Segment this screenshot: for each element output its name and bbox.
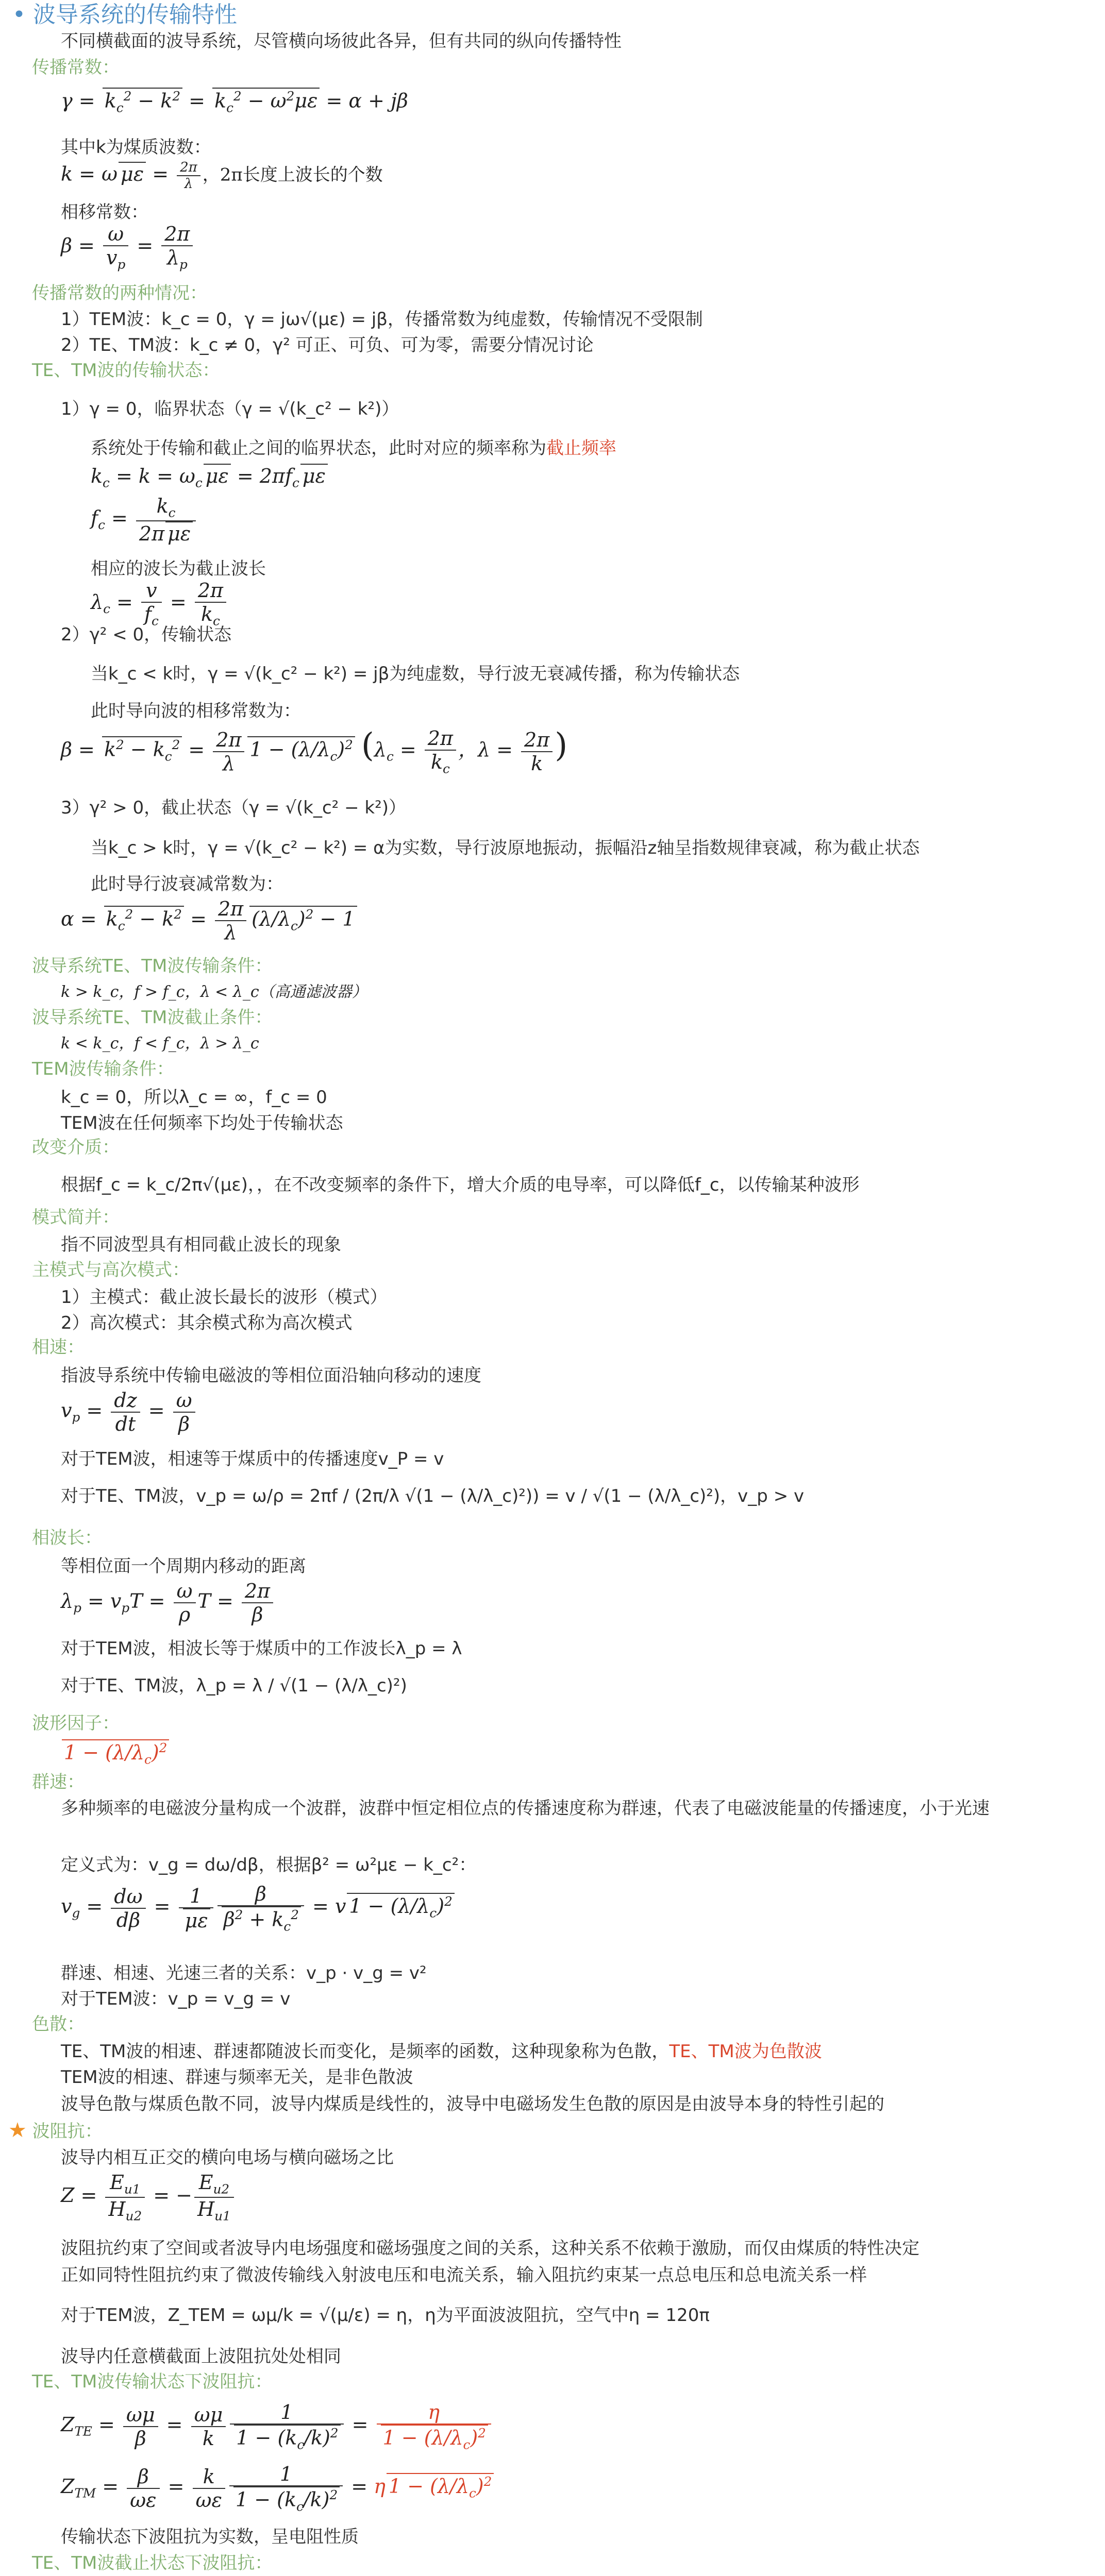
heading-cutoff-impedance: TE、TM波截止状态下波阻抗： xyxy=(32,2553,273,2573)
impedance-meaning-1: 波阻抗约束了空间或者波导内电场强度和磁场强度之间的关系，这种关系不依赖于激励，而仅由煤质的特性决定 xyxy=(61,2238,919,2259)
vp-te-tm-text: 对于TE、TM波，v_p = ω/ρ = 2πf / (2π/λ √(1 − (λ/λ_c)²)) = v / √(1 − (λ/λ_c)²)，v_p > v xyxy=(61,1486,805,1506)
heading-dispersion: 色散： xyxy=(32,2014,85,2035)
section-title xyxy=(12,1,1100,29)
heading-waveform-factor: 波形因子： xyxy=(32,1713,120,1734)
tem-velocity-text: 对于TEM波：v_p = v_g = v xyxy=(61,1989,291,2009)
velocity-relation-text: 群速、相速、光速三者的关系：v_p · v_g = v² xyxy=(61,1963,427,1984)
heading-mode-degeneracy: 模式简并： xyxy=(32,1207,120,1228)
cutoff-condition: 当k_c > k时，γ = √(k_c² − k²) = α为实数，导行波原地振动，振幅沿z轴呈指数规律衰减，称为截止状态 xyxy=(91,838,920,858)
case-te-tm: 2）TE、TM波：k_c ≠ 0，γ² 可正、可负、可为零，需要分情况讨论 xyxy=(61,335,594,355)
heading-two-cases: 传播常数的两种情况： xyxy=(32,283,207,303)
wave-impedance-title: 波阻抗： xyxy=(32,2121,103,2142)
transmission-condition: 当k_c < k时，γ = √(k_c² − k²) = jβ为纯虚数，导行波无衰减传播，称为传输状态 xyxy=(91,664,740,684)
phase-velocity-definition: 指波导系统中传输电磁波的等相位面沿轴向移动的速度 xyxy=(61,1365,481,1386)
state-critical: 1）γ = 0，临界状态（γ = √(k_c² − k²)） xyxy=(61,399,399,419)
equation-kc: $k_c = k = \omega_c$ $\mu\varepsilon = 2\pi f_c$ με xyxy=(91,464,1100,490)
equation-alpha: $\alpha = k_c^2 - k^2$ = $\frac{2\pi}{\lambda}$ $(\lambda/\lambda_c)^2 - 1$ xyxy=(61,897,1100,949)
dispersive-wave-highlight: TE、TM波为色散波 xyxy=(669,2041,822,2062)
heading-propagation-constant: 传播常数： xyxy=(32,57,120,78)
state-transmission: 2）γ² < 0，传输状态 xyxy=(61,624,232,645)
cutoff-frequency-highlight: 截止频率 xyxy=(546,438,616,459)
equation-vp: $v_p$ = $\frac{dz}{dt}$ = $\frac{\omega}{\beta}$ xyxy=(61,1389,1100,1440)
star-icon: ★ xyxy=(8,2119,27,2142)
vp-tem-text: 对于TEM波，相速等于煤质中的传播速度v_P = v xyxy=(61,1449,444,1469)
cutoff-condition-formula: k < k_c，f < f_c，λ > λ_c xyxy=(61,1035,259,1053)
equation-z: Z = $\frac{E_{u1}}{H_{u2}}$ = − $\frac{E_{u2}}{H_{u1}}$ xyxy=(61,2171,1100,2228)
transmission-phase-text: 此时导向波的相移常数为： xyxy=(91,701,301,721)
equation-gamma: $\gamma = k_c^2 - k^2 = k_c^2 - \omega^2\mu\varepsilon = \alpha + j\beta$ xyxy=(61,89,408,115)
lambda-p-tem-text: 对于TEM波，相波长等于煤质中的工作波长λ_p = λ xyxy=(61,1638,462,1659)
equation-vg: $v_g$ = $\frac{d\omega}{d\beta}$ = $\frac{1}{\mu\varepsilon}$ $\frac{\beta}{\beta^2 + k_c^2}$ = v $1 - (\lambda/\lambda_c)^2$ xyxy=(61,1883,1100,1955)
heading-phase-wavelength: 相波长： xyxy=(32,1528,102,1548)
heading-change-medium: 改变介质： xyxy=(32,1137,120,1158)
waveform-factor-formula: $1 - (\lambda/\lambda_c)^2$ xyxy=(61,1739,1100,1767)
dispersion-te-tm xyxy=(61,2039,1100,2064)
dispersion-tem: TEM波的相速、群速与频率无关，是非色散波 xyxy=(61,2067,413,2088)
equation-zte-transmission: $Z_{TE}$ = $\frac{\omega\mu}{\beta}$ = $\frac{\omega\mu}{k}$ $\frac{1}{1 - (k_c/k)^2}$ = $\frac{\eta}{1 - (\lambda/\lambda_c)^2}$ xyxy=(61,2401,1100,2458)
tem-condition-formula: k_c = 0，所以λ_c = ∞，f_c = 0 xyxy=(61,1087,327,1108)
heading-wave-impedance xyxy=(8,2119,1100,2143)
transmission-condition-formula: k > k_c，f > f_c，λ < λ_c（高通滤波器） xyxy=(61,983,367,1001)
critical-description xyxy=(91,436,1100,461)
impedance-uniform-text: 波导内任意横截面上波阻抗处处相同 xyxy=(61,2346,341,2367)
equation-beta-transmission: $\beta = k^2 - k_c^2$ = $\frac{2\pi}{\lambda}$ $1 - (\lambda/\lambda_c)^2$ ($\lambda_c$ = $\frac{2\pi}{k_c}$ ，λ = $\frac{2\pi}{k}$ ) xyxy=(61,726,568,776)
tem-condition-text: TEM波在任何频率下均处于传输状态 xyxy=(61,1113,343,1133)
critical-description-text: 系统处于传输和截止之间的临界状态，此时对应的频率称为 xyxy=(91,438,546,459)
case-tem: 1）TEM波：k_c = 0，γ = jω√(με) = jβ，传播常数为纯虚数，传输情况不受限制 xyxy=(61,309,703,330)
text-wavenumber: 其中k为煤质波数： xyxy=(61,137,211,158)
equation-fc: $f_c$ = $\frac{k_c}{\text{2π με}}$ xyxy=(91,495,1100,551)
bullet-marker: • xyxy=(12,2,26,28)
dispersion-te-tm-text: TE、TM波的相速、群速都随波长而变化，是频率的函数，这种现象称为色散， xyxy=(61,2041,669,2062)
equation-lambda-p: $\lambda_p = v_pT$ = $\frac{\omega}{\rho}$ T = $\frac{2\pi}{\beta}$ xyxy=(61,1580,1100,1631)
impedance-meaning-2: 正如同特性阻抗约束了微波传输线入射波电压和电流关系，输入阻抗约束某一点总电压和总电流关系一样 xyxy=(61,2265,867,2285)
equation-ztm-transmission: $Z_{TM}$ = $\frac{\beta}{\omega\varepsilon}$ = $\frac{k}{\omega\varepsilon}$ $\frac{1}{1 - (k_c/k)^2}$ = η $1 - (\lambda/\lambda_c)^2$ xyxy=(61,2463,1100,2519)
phase-wavelength-definition: 等相位面一个周期内移动的距离 xyxy=(61,1556,306,1577)
heading-main-modes: 主模式与高次模式： xyxy=(32,1260,190,1280)
equation-beta: β = $\frac{\omega}{v_p}$ = $\frac{2\pi}{\lambda_p}$ xyxy=(61,223,1100,279)
change-medium-text: 根据f_c = k_c/2π√(με)，，在不改变频率的条件下，增大介质的电导率，可以降低f_c，以传输某种波形 xyxy=(61,1175,860,1195)
intro-text: 不同横截面的波导系统，尽管横向场彼此各异，但有共同的纵向传播特性 xyxy=(61,31,622,52)
text-phase-constant: 相移常数： xyxy=(61,202,148,223)
equation-k: k = ω με = $\frac{2\pi}{\lambda}$ ，2π长度上波长的个数 xyxy=(61,160,383,192)
cutoff-attenuation-text: 此时导行波衰减常数为： xyxy=(91,874,283,894)
equation-lambda-c: $\lambda_c$ = $\frac{v}{f_c}$ = $\frac{2\pi}{k_c}$ xyxy=(91,579,1100,636)
lambda-p-te-tm-text: 对于TE、TM波，λ_p = λ / √(1 − (λ/λ_c)²) xyxy=(61,1675,407,1696)
heading-tem-condition: TEM波传输条件： xyxy=(32,1059,174,1079)
heading-cutoff-condition: 波导系统TE、TM波截止条件： xyxy=(32,1007,273,1028)
heading-phase-velocity: 相速： xyxy=(32,1337,85,1358)
wave-impedance-definition: 波导内相互正交的横向电场与横向磁场之比 xyxy=(61,2147,394,2168)
heading-transmission-impedance: TE、TM波传输状态下波阻抗： xyxy=(32,2371,273,2392)
heading-transmission-condition: 波导系统TE、TM波传输条件： xyxy=(32,956,273,976)
group-velocity-definition: 多种频率的电磁波分量构成一个波群，波群中恒定相位点的传播速度称为群速，代表了电磁波能量的传播速度，小于光速 xyxy=(61,1798,990,1819)
dispersion-cause: 波导色散与煤质色散不同，波导内煤质是线性的，波导中电磁场发生色散的原因是由波导本身的特性引起的 xyxy=(61,2094,884,2114)
impedance-tem-text: 对于TEM波，Z_TEM = ωμ/k = √(μ/ε) = η，η为平面波波阻抗，空气中η = 120π xyxy=(61,2305,710,2326)
title-text: 波导系统的传输特性 xyxy=(32,2,237,28)
higher-mode-text: 2）高次模式：其余模式称为高次模式 xyxy=(61,1313,353,1333)
mode-degeneracy-text: 指不同波型具有相同截止波长的现象 xyxy=(61,1234,341,1255)
group-velocity-formula-text: 定义式为：v_g = dω/dβ，根据β² = ω²με − k_c²： xyxy=(61,1855,477,1875)
heading-group-velocity: 群速： xyxy=(32,1772,85,1792)
cutoff-wavelength-text: 相应的波长为截止波长 xyxy=(91,558,266,579)
state-cutoff: 3）γ² > 0，截止状态（γ = √(k_c² − k²)） xyxy=(61,798,406,818)
main-mode-text: 1）主模式：截止波长最长的波形（模式） xyxy=(61,1287,388,1308)
transmission-impedance-text: 传输状态下波阻抗为实数，呈电阻性质 xyxy=(61,2527,359,2547)
heading-te-tm-states: TE、TM波的传输状态： xyxy=(32,360,220,381)
